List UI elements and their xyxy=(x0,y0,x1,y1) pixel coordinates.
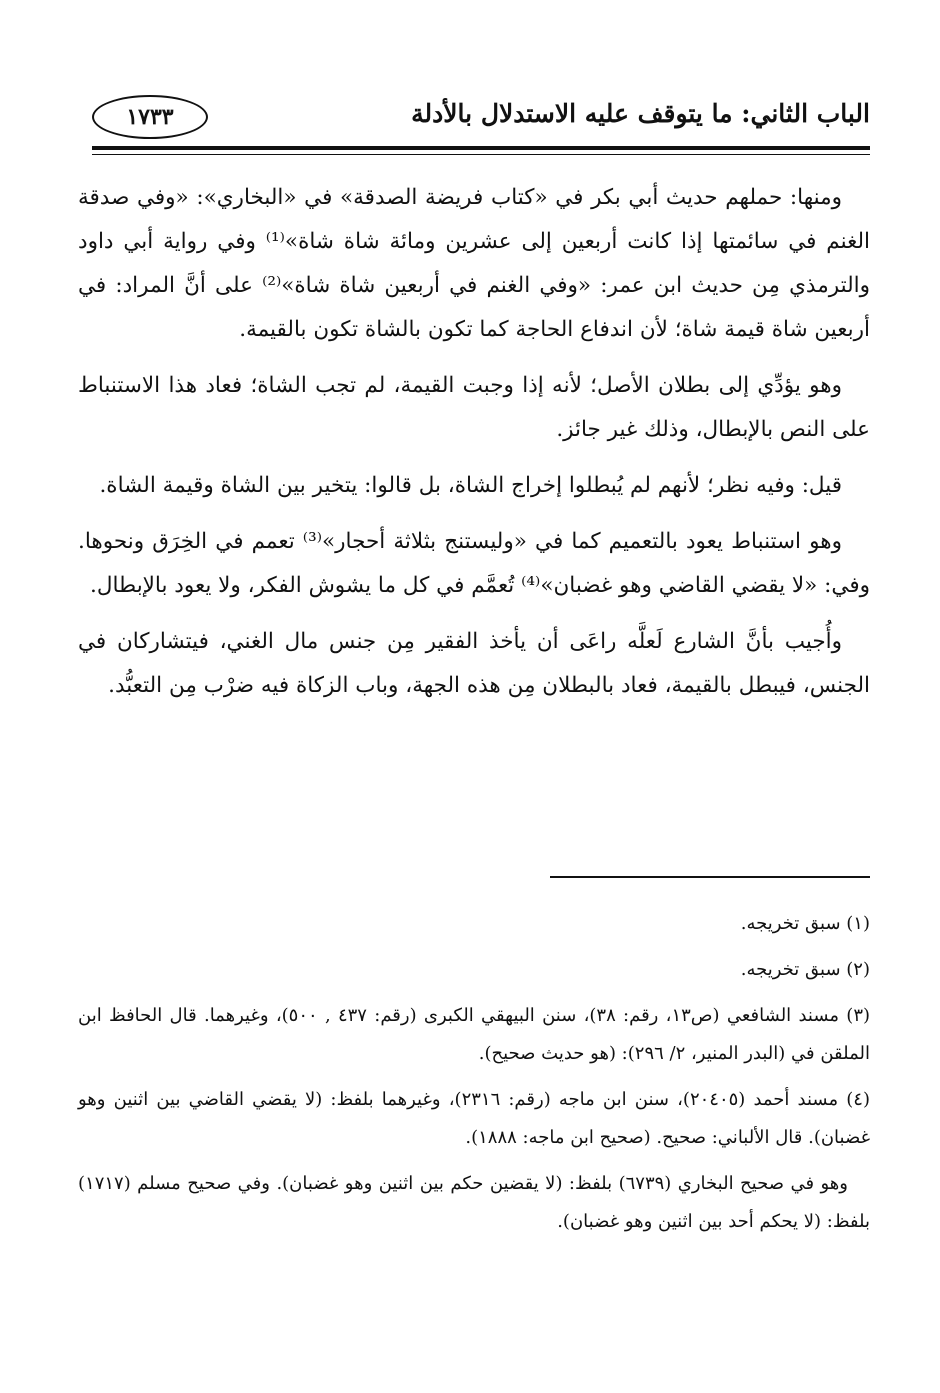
paragraph-4: وهو استنباط يعود بالتعميم كما في «وليستنج بثلاثة أحجار»⁽³⁾ تعمم في الخِرَق ونحوها. وفي: «لا يقضي القاضي وهو غضبان»⁽⁴⁾ تُعمَّم في كل ما يشوش الفكر، ولا يعود بالإبطال. xyxy=(78,529,870,598)
footnote-2: (٢) سبق تخريجه. xyxy=(740,959,870,980)
footnote-1: (١) سبق تخريجه. xyxy=(740,913,870,934)
footnote-separator xyxy=(550,876,870,878)
footnote-3: (٣) مسند الشافعي (ص١٣، رقم: ٣٨)، سنن البيهقي الكبرى (رقم: ٤٣٧ , ٥٠٠)، وغيرهما. قال الحافظ ابن الملقن في (البدر المنير، ٢/ ٢٩٦): (هو حديث صحيح). xyxy=(78,1005,871,1064)
header-rule-thin xyxy=(92,154,870,155)
footnotes xyxy=(78,905,870,1249)
page-header xyxy=(92,95,870,147)
footnote-4-continued: وهو في صحيح البخاري (٦٧٣٩) بلفظ: (لا يقضين حكم بين اثنين وهو غضبان). وفي صحيح مسلم (١٧١٧) بلفظ: (لا يحكم أحد بين اثنين وهو غضبان). xyxy=(78,1173,870,1232)
paragraph-1: ومنها: حملهم حديث أبي بكر في «كتاب فريضة الصدقة» في «البخاري»: «وفي صدقة الغنم في سائمتها إذا كانت أربعين إلى عشرين ومائة شاة شاة»⁽¹⁾ وفي رواية أبي داود والترمذي مِن حديث ابن عمر: «وفي الغنم في أربعين شاة شاة»⁽²⁾ على أنَّ المراد: في أربعين شاة قيمة شاة؛ لأن اندفاع الحاجة كما تكون بالشاة تكون بالقيمة. xyxy=(78,185,870,342)
main-text xyxy=(78,176,870,720)
footnote-4: (٤) مسند أحمد (٢٠٤٠٥)، سنن ابن ماجه (رقم: ٢٣١٦)، وغيرهما بلفظ: (لا يقضي القاضي بين اثنين وهو غضبان). قال الألباني: صحيح. (صحيح ابن ماجه: ١٨٨٨). xyxy=(78,1089,870,1148)
paragraph-5: وأُجيب بأنَّ الشارع لَعلَّه راعَى أن يأخذ الفقير مِن جنس مال الغني، فيتشاركان في الجنس، فيبطل بالقيمة، فعاد بالبطلان مِن هذه الجهة، وباب الزكاة فيه ضرْب مِن التعبُّد. xyxy=(78,629,870,698)
page-number-badge: ١٧٣٣ xyxy=(92,95,208,139)
chapter-title: الباب الثاني: ما يتوقف عليه الاستدلال بالأدلة xyxy=(411,99,870,128)
paragraph-2: وهو يؤدِّي إلى بطلان الأصل؛ لأنه إذا وجبت القيمة، لم تجب الشاة؛ فعاد هذا الاستنباط على النص بالإبطال، وذلك غير جائز. xyxy=(78,373,870,442)
header-rule-thick xyxy=(92,146,870,150)
paragraph-3: قيل: وفيه نظر؛ لأنهم لم يُبطلوا إخراج الشاة، بل قالوا: يتخير بين الشاة وقيمة الشاة. xyxy=(99,473,842,498)
